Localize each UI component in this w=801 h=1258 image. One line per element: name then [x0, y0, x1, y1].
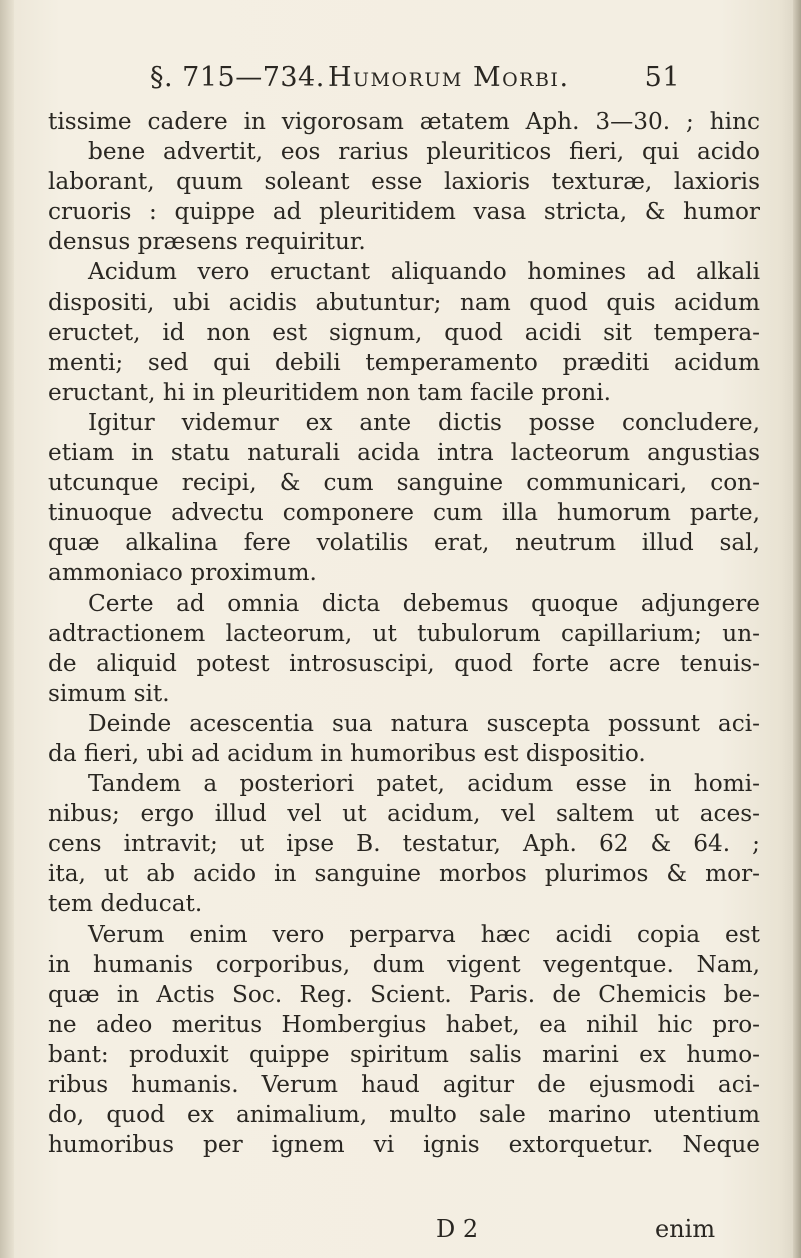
catchword: enim [655, 1215, 716, 1243]
text-line: ne adeo meritus Hombergius habet, ea nihil hic pro- [48, 1010, 760, 1038]
text-line: adtractionem lacteorum, ut tubulorum capillarium; un- [48, 619, 760, 647]
text-line: bant: produxit quippe spiritum salis marini ex humo- [48, 1040, 760, 1068]
text-line: tem deducat. [48, 890, 203, 918]
page-outer-edge [793, 0, 801, 1258]
page-footer [0, 1215, 801, 1249]
paragraph [48, 589, 760, 709]
text-line: de aliquid potest introsuscipi, quod forte acre tenuis- [48, 649, 760, 677]
text-line: eructant, hi in pleuritidem non tam facile proni. [48, 378, 611, 406]
signature-mark: D 2 [436, 1215, 479, 1243]
paragraph [48, 107, 760, 257]
paragraph [48, 920, 760, 1161]
text-line: tinuoque advectu componere cum illa humorum parte, [48, 499, 760, 527]
paragraph [48, 769, 760, 919]
text-line: Verum enim vero perparva hæc acidi copia est [88, 920, 760, 948]
text-line: Igitur videmur ex ante dictis posse concludere, [88, 408, 760, 436]
text-line: Deinde acescentia sua natura suscepta possunt aci- [88, 709, 760, 737]
text-line: Acidum vero eructant aliquando homines ad alkali [88, 258, 760, 286]
text-line: Certe ad omnia dicta debemus quoque adjungere [88, 589, 760, 617]
text-line: utcunque recipi, & cum sanguine communicari, con- [48, 469, 760, 497]
header-title: Humorum Morbi. [328, 62, 570, 93]
text-line: dispositi, ubi acidis abutuntur; nam quod quis acidum [48, 288, 760, 316]
text-line: menti; sed qui debili temperamento præditi acidum [48, 348, 760, 376]
text-line: eructet, id non est signum, quod acidi sit tempera- [48, 318, 760, 346]
text-line: laborant, quum soleant esse laxioris texturæ, laxioris [48, 168, 760, 196]
text-line: ribus humanis. Verum haud agitur de ejusmodi aci- [48, 1071, 760, 1098]
text-line: nibus; ergo illud vel ut acidum, vel saltem ut aces- [48, 800, 760, 828]
text-line: densus præsens requiritur. [48, 228, 366, 256]
text-line: do, quod ex animalium, multo sale marino utentium [48, 1101, 760, 1129]
running-header [150, 62, 680, 102]
text-line: ita, ut ab acido in sanguine morbos plurimos & mor- [48, 860, 760, 888]
paragraph [48, 709, 760, 769]
text-line: quæ in Actis Soc. Reg. Scient. Paris. de Chemicis be- [48, 980, 760, 1008]
page-number: 51 [644, 62, 680, 93]
text-line: in humanis corporibus, dum vigent vegentque. Nam, [48, 950, 760, 978]
paragraph [48, 408, 760, 589]
text-line: etiam in statu naturali acida intra lacteorum angustias [48, 439, 760, 467]
text-line: Tandem a posteriori patet, acidum esse in homi- [88, 770, 760, 798]
body-text [48, 107, 760, 1160]
text-line: da fieri, ubi ad acidum in humoribus est dispositio. [48, 739, 646, 767]
paragraph [48, 257, 760, 407]
text-line: quæ alkalina fere volatilis erat, neutrum illud sal, [48, 529, 760, 557]
text-line: tissime cadere in vigorosam ætatem Aph. 3—30. ; hinc [48, 108, 760, 135]
text-line: simum sit. [48, 679, 170, 707]
text-line: humoribus per ignem vi ignis extorquetur. Neque [48, 1131, 760, 1159]
text-line: cens intravit; ut ipse B. testatur, Aph. 62 & 64. ; [48, 830, 760, 858]
header-section-range: §. 715—734. [150, 62, 325, 93]
text-line: ammoniaco proximum. [48, 559, 317, 587]
page-gutter-edge [0, 0, 14, 1258]
text-line: bene advertit, eos rarius pleuriticos fieri, qui acido [88, 138, 760, 166]
text-line: cruoris : quippe ad pleuritidem vasa stricta, & humor [48, 198, 760, 226]
